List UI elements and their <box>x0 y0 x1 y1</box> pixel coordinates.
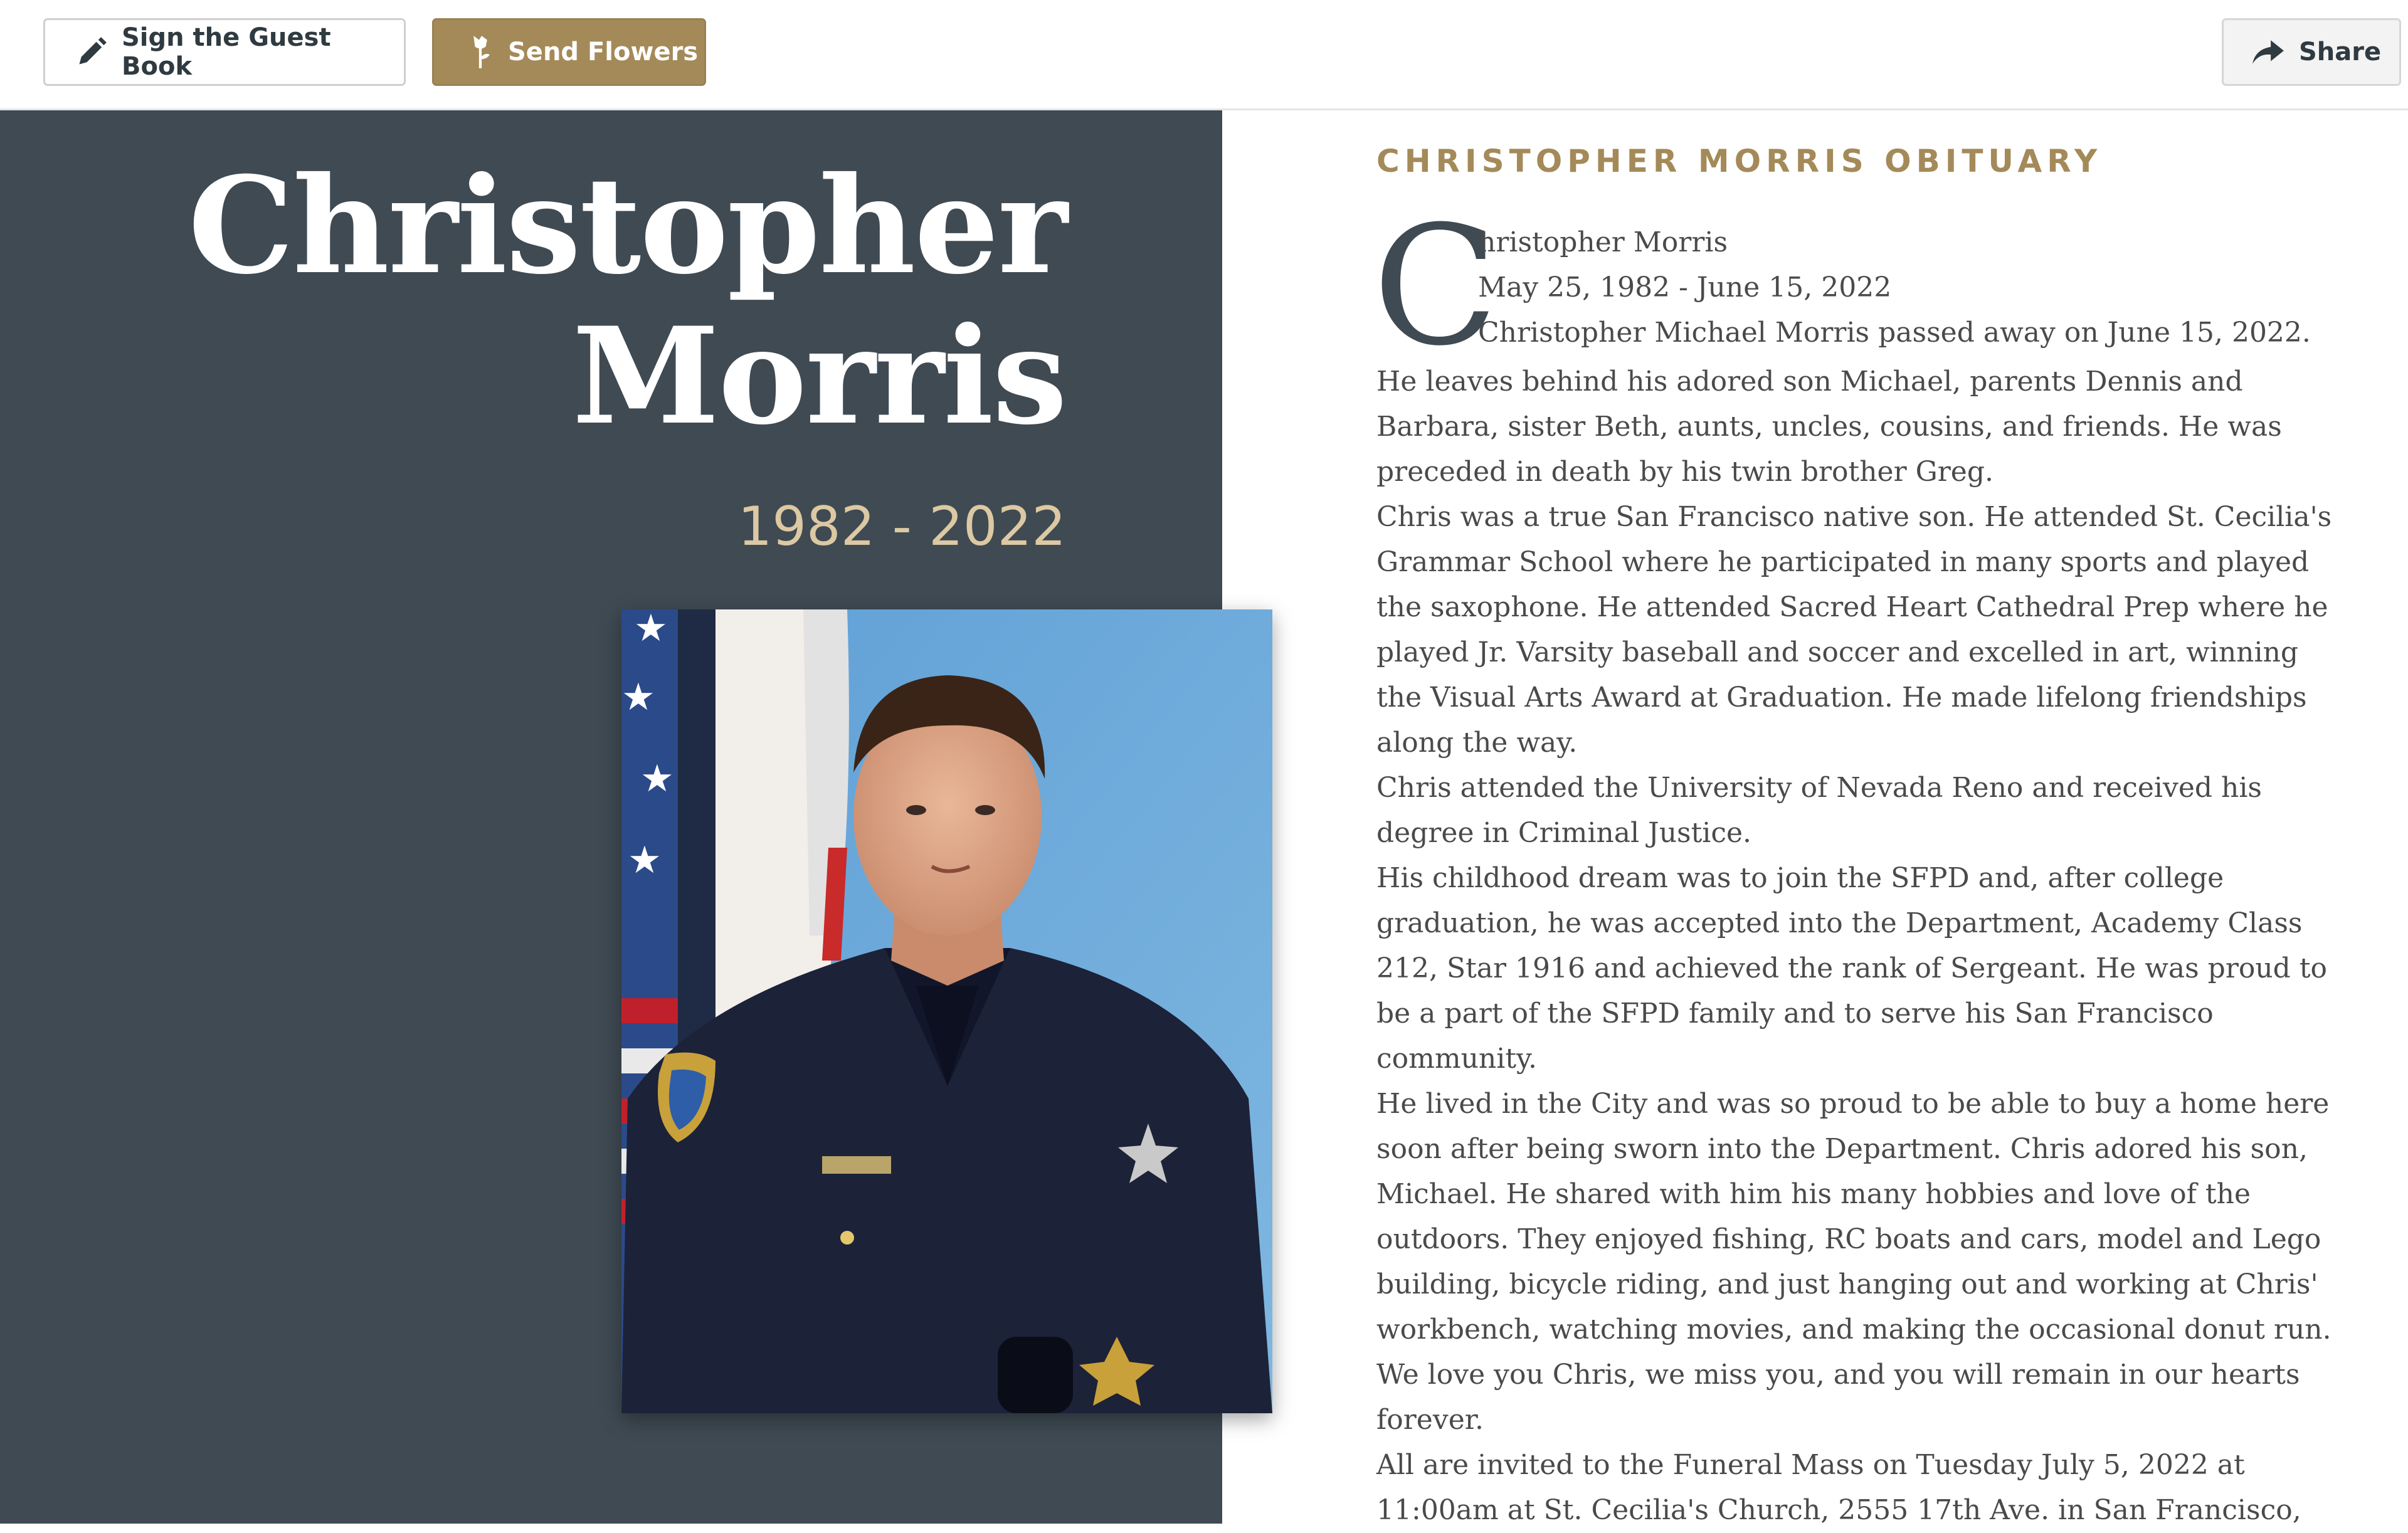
top-toolbar <box>0 0 2408 110</box>
obituary-line: preceded in death by his twin brother Greg. <box>1376 456 1993 488</box>
obituary-line: All are invited to the Funeral Mass on Tuesday July 5, 2022 at <box>1376 1449 2245 1481</box>
obituary-line: community. <box>1376 1043 1538 1075</box>
obituary-line: outdoors. They enjoyed fishing, RC boats and cars, model and Lego <box>1376 1223 2321 1255</box>
obituary-line: along the way. <box>1376 727 1578 759</box>
obituary-line: graduation, he was accepted into the Department, Academy Class <box>1376 907 2303 939</box>
svg-text:★: ★ <box>621 676 655 718</box>
svg-text:★: ★ <box>640 757 674 799</box>
obituary-line: He leaves behind his adored son Michael, parents Dennis and <box>1376 366 2243 398</box>
share-button[interactable] <box>2222 18 2401 86</box>
obituary-heading: CHRISTOPHER MORRIS OBITUARY <box>1376 143 2103 179</box>
share-label: Share <box>2299 38 2382 66</box>
obituary-line: hristopher Morris <box>1478 226 1728 258</box>
obituary-line: the saxophone. He attended Sacred Heart Cathedral Prep where he <box>1376 591 2328 623</box>
deceased-name <box>188 147 1067 454</box>
obituary-body <box>1373 191 2332 1533</box>
sign-guest-book-label: Sign the Guest Book <box>122 23 331 81</box>
obituary-line: 11:00am at St. Cecilia's Church, 2555 17th Ave. in San Francisco, <box>1376 1494 2301 1526</box>
obituary-line: Chris attended the University of Nevada Reno and received his <box>1376 772 2262 804</box>
sign-guest-book-button[interactable] <box>43 18 406 86</box>
obituary-line: His childhood dream was to join the SFPD and, after college <box>1376 862 2224 894</box>
obituary-line: He lived in the City and was so proud to be able to buy a home here <box>1376 1088 2330 1120</box>
life-years: 1982 - 2022 <box>737 495 1066 558</box>
obituary-line: building, bicycle riding, and just hanging out and working at Chris' <box>1376 1268 2318 1300</box>
obituary-line: forever. <box>1376 1404 1484 1436</box>
obituary-line: Grammar School where he participated in many sports and played <box>1376 546 2310 578</box>
obituary-line: soon after being sworn into the Department. Chris adored his son, <box>1376 1133 2308 1165</box>
obituary-line: We love you Chris, we miss you, and you will remain in our hearts <box>1376 1359 2300 1391</box>
send-flowers-label: Send Flowers <box>508 38 699 66</box>
send-flowers-button[interactable] <box>432 18 706 86</box>
pencil-icon <box>75 36 108 68</box>
obituary-line: be a part of the SFPD family and to serve his San Francisco <box>1376 998 2214 1030</box>
obituary-line: workbench, watching movies, and making the occasional donut run. <box>1376 1314 2331 1346</box>
obituary-line: Christopher Michael Morris passed away on June 15, 2022. <box>1478 317 2311 349</box>
obituary-line: degree in Criminal Justice. <box>1376 817 1752 849</box>
svg-text:★: ★ <box>634 609 668 649</box>
drop-cap: C <box>1373 191 1499 382</box>
obituary-line: played Jr. Varsity baseball and soccer and excelled in art, winning <box>1376 636 2299 668</box>
obituary-line: Michael. He shared with him his many hobbies and love of the <box>1376 1178 2251 1210</box>
svg-text:★: ★ <box>628 839 662 881</box>
obituary-line: Barbara, sister Beth, aunts, uncles, cousins, and friends. He was <box>1376 411 2282 443</box>
last-name: Morris <box>572 298 1066 454</box>
flower-icon <box>467 34 494 70</box>
portrait-photo <box>621 609 1272 1413</box>
obituary-line: May 25, 1982 - June 15, 2022 <box>1478 271 1892 303</box>
share-arrow-icon <box>2251 38 2285 66</box>
obituary-line: Chris was a true San Francisco native son. He attended St. Cecilia's <box>1376 501 2332 533</box>
obituary-line: 212, Star 1916 and achieved the rank of Sergeant. He was proud to <box>1376 952 2328 984</box>
obituary-line: the Visual Arts Award at Graduation. He made lifelong friendships <box>1376 682 2307 714</box>
first-name: Christopher <box>188 147 1067 303</box>
